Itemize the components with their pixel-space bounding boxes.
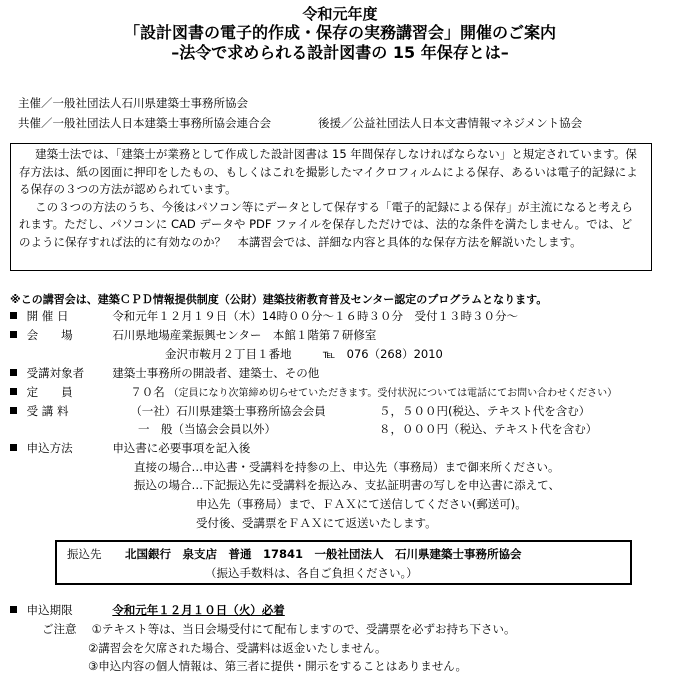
bank-label: 振込先	[67, 547, 102, 561]
bullet-icon	[10, 312, 17, 319]
bullet-icon	[10, 369, 17, 376]
capacity-note: （定員になり次第締め切らせていただきます。受付状況については電話にてお問い合わせください）	[168, 388, 618, 399]
venue-row	[10, 327, 376, 343]
fee-label: 受 講 料	[26, 404, 69, 418]
venue-label: 会 場	[26, 328, 73, 342]
notes-label: ご注意	[42, 622, 77, 636]
note-row-1	[42, 621, 516, 637]
bank-fee-note: （振込手数料は、各自ご負担ください。）	[205, 566, 418, 580]
date-value: 令和元年１２月１９日（木）14時００分～１６時３０分 受付１３時３０分～	[112, 309, 518, 323]
bullet-icon	[10, 444, 17, 451]
fee-general-value: ８，０００円（税込、テキスト代を含む）	[379, 422, 598, 436]
apply-line-1: 申込書に必要事項を記入後	[112, 441, 251, 455]
bullet-icon	[10, 331, 17, 338]
cohost-organizer: 共催／一般社団法人日本建築士事務所協会連合会	[18, 116, 271, 130]
fee-member-value: ５，５００円(税込、テキスト代を含む）	[379, 404, 591, 418]
capacity-value: ７０名	[130, 385, 165, 399]
venue-address-row	[165, 346, 443, 362]
deadline-label: 申込期限	[26, 603, 73, 617]
cpd-note: ※この講習会は、建築ＣＰＤ情報提供制度（公財）建築技術教育普及センター認定のプログラムとなります。	[10, 293, 548, 306]
capacity-row	[10, 384, 617, 400]
event-subtitle: –法令で求められる設計図書の 15 年保存とは–	[171, 43, 509, 62]
apply-row	[10, 440, 250, 456]
bullet-icon	[10, 407, 17, 414]
bank-account: 北国銀行 泉支店 普通 17841 一般社団法人 石川県建築士事務所協会	[125, 547, 522, 561]
venue-tel: ℡ 076（268）2010	[322, 347, 443, 361]
note-3: ③申込内容の個人情報は、第三者に提供・開示をすることはありません。	[88, 659, 467, 673]
apply-line-3: 振込の場合…下記振込先に受講料を振込み、支払証明書の写しを申込書に添えて、	[134, 478, 560, 492]
date-label: 開 催 日	[26, 309, 69, 323]
apply-line-5: 受付後、受講票をＦＡＸにて返送いたします。	[196, 516, 437, 530]
target-row	[10, 365, 319, 381]
event-year: 令和元年度	[302, 5, 378, 23]
note-1: ①テキスト等は、当日会場受付にて配布しますので、受講票を必ずお持ち下さい。	[91, 622, 516, 636]
deadline-value: 令和元年１２月１０日（火）必着	[112, 603, 285, 617]
host-organizer: 主催／一般社団法人石川県建築士事務所協会	[18, 96, 248, 110]
fee-row	[10, 403, 326, 419]
event-title: 「設計図書の電子的作成・保存の実務講習会」開催のご案内	[123, 23, 556, 42]
target-value: 建築士事務所の開設者、建築士、その他	[112, 366, 320, 380]
intro-paragraph-2: この３つの方法のうち、今後はパソコン等にデータとして保存する「電子的記録による保存」が主流になると考えられます。ただし、パソコンに CAD データや PDF ファイルを保存しただけでは、法的な条件を満たしません。では、どのように保存すれば法的に有効なのか？ 本講習会では、詳細な内容と具体的な保存方法を解説いたします。	[19, 199, 633, 249]
supporter: 後援／公益社団法人日本文書情報マネジメント協会	[318, 116, 583, 130]
bullet-icon	[10, 388, 17, 395]
target-label: 受講対象者	[26, 366, 85, 380]
bank-transfer-box	[55, 540, 632, 585]
apply-line-2: 直接の場合…申込書・受講料を持参の上、申込先（事務局）まで御来所ください。	[134, 460, 560, 474]
deadline-row	[10, 602, 285, 618]
apply-label: 申込方法	[26, 441, 73, 455]
venue-address: 金沢市鞍月２丁目１番地	[165, 347, 292, 361]
bullet-icon	[10, 606, 17, 613]
venue-value: 石川県地場産業振興センター 本館１階第７研修室	[112, 328, 377, 342]
capacity-label: 定 員	[26, 385, 73, 399]
intro-box	[10, 143, 652, 271]
fee-member-label: （一社）石川県建築士事務所協会会員	[130, 404, 326, 418]
apply-line-4: 申込先（事務局）まで、ＦＡＸにて送信してください(郵送可)。	[196, 497, 527, 511]
intro-paragraph-1: 建築士法では、「建築士が業務として作成した設計図書は 15 年間保存しなければならない」と規定されています。保存方法は、紙の図面に押印をしたもの、もしくはこれを撮影したマイクロフィルムによる保存、あるいは電子的記録による保存の３つの方法が認められています。	[19, 147, 638, 197]
date-row	[10, 308, 518, 324]
fee-general-label: 一 般（当協会会員以外）	[138, 422, 276, 436]
note-2: ②講習会を欠席された場合、受講料は返金いたしません。	[88, 641, 387, 655]
